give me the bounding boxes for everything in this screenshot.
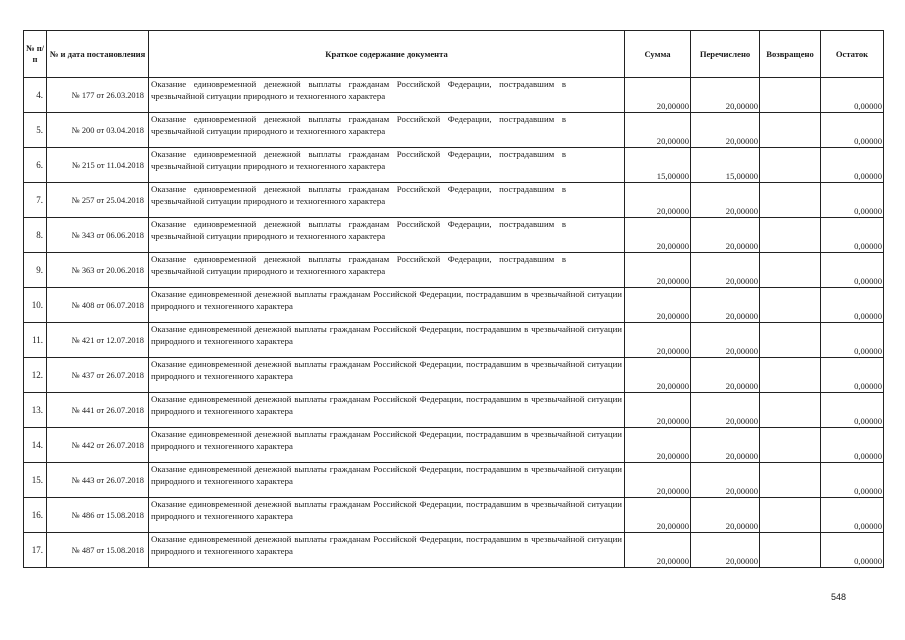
sum-cell: 20,00000	[625, 498, 691, 533]
row-number: 8.	[24, 218, 47, 253]
decree-cell: № 437 от 26.07.2018	[47, 358, 149, 393]
decree-cell: № 215 от 11.04.2018	[47, 148, 149, 183]
transferred-cell: 20,00000	[691, 358, 760, 393]
table-row	[24, 498, 884, 533]
row-number: 4.	[24, 78, 47, 113]
decree-cell: № 177 от 26.03.2018	[47, 78, 149, 113]
sum-cell: 20,00000	[625, 393, 691, 428]
returned-cell	[760, 113, 821, 148]
transferred-cell: 20,00000	[691, 533, 760, 568]
transferred-cell: 20,00000	[691, 183, 760, 218]
returned-cell	[760, 358, 821, 393]
header-returned: Возвращено	[760, 31, 821, 78]
remainder-cell: 0,00000	[821, 323, 884, 358]
remainder-cell: 0,00000	[821, 183, 884, 218]
sum-cell: 15,00000	[625, 148, 691, 183]
table-row	[24, 78, 884, 113]
content-cell: Оказание единовременной денежной выплаты гражданам Российской Федерации, пострадавшим в чрезвычайной ситуации природного и техногенного характера	[149, 393, 625, 428]
row-number: 16.	[24, 498, 47, 533]
decree-cell: № 443 от 26.07.2018	[47, 463, 149, 498]
content-cell: Оказание единовременной денежной выплаты гражданам Российской Федерации, пострадавшим в чрезвычайной ситуации природного и техногенного характера	[149, 533, 625, 568]
sum-cell: 20,00000	[625, 288, 691, 323]
sum-cell: 20,00000	[625, 533, 691, 568]
header-content: Краткое содержание документа	[149, 31, 625, 78]
sum-cell: 20,00000	[625, 323, 691, 358]
content-cell: Оказание единовременной денежной выплаты гражданам Российской Федерации, пострадавшим в чрезвычайной ситуации природного и техногенного характера	[149, 428, 625, 463]
page-number: 548	[831, 592, 847, 602]
content-cell: Оказание единовременной денежной выплаты гражданам Российской Федерации, пострадавшим в чрезвычайной ситуации природного и техногенного характера	[149, 113, 625, 148]
table-row	[24, 358, 884, 393]
content-cell: Оказание единовременной денежной выплаты гражданам Российской Федерации, пострадавшим в чрезвычайной ситуации природного и техногенного характера	[149, 78, 625, 113]
remainder-cell: 0,00000	[821, 78, 884, 113]
table-row	[24, 218, 884, 253]
remainder-cell: 0,00000	[821, 428, 884, 463]
decree-cell: № 487 от 15.08.2018	[47, 533, 149, 568]
table-row	[24, 393, 884, 428]
table-row	[24, 253, 884, 288]
transferred-cell: 20,00000	[691, 463, 760, 498]
remainder-cell: 0,00000	[821, 253, 884, 288]
returned-cell	[760, 183, 821, 218]
row-number: 10.	[24, 288, 47, 323]
table-row	[24, 183, 884, 218]
sum-cell: 20,00000	[625, 358, 691, 393]
returned-cell	[760, 498, 821, 533]
transferred-cell: 20,00000	[691, 253, 760, 288]
remainder-cell: 0,00000	[821, 533, 884, 568]
transferred-cell: 20,00000	[691, 288, 760, 323]
content-cell: Оказание единовременной денежной выплаты гражданам Российской Федерации, пострадавшим в чрезвычайной ситуации природного и техногенного характера	[149, 358, 625, 393]
transferred-cell: 20,00000	[691, 78, 760, 113]
transferred-cell: 20,00000	[691, 498, 760, 533]
table-header-row	[24, 31, 884, 78]
decree-cell: № 441 от 26.07.2018	[47, 393, 149, 428]
row-number: 14.	[24, 428, 47, 463]
decree-cell: № 363 от 20.06.2018	[47, 253, 149, 288]
header-decree: № и дата постановления	[47, 31, 149, 78]
sum-cell: 20,00000	[625, 428, 691, 463]
content-cell: Оказание единовременной денежной выплаты гражданам Российской Федерации, пострадавшим в чрезвычайной ситуации природного и техногенного характера	[149, 463, 625, 498]
row-number: 11.	[24, 323, 47, 358]
decree-cell: № 257 от 25.04.2018	[47, 183, 149, 218]
remainder-cell: 0,00000	[821, 358, 884, 393]
content-cell: Оказание единовременной денежной выплаты гражданам Российской Федерации, пострадавшим в чрезвычайной ситуации природного и техногенного характера	[149, 218, 625, 253]
content-cell: Оказание единовременной денежной выплаты гражданам Российской Федерации, пострадавшим в чрезвычайной ситуации природного и техногенного характера	[149, 148, 625, 183]
sum-cell: 20,00000	[625, 218, 691, 253]
row-number: 6.	[24, 148, 47, 183]
content-cell: Оказание единовременной денежной выплаты гражданам Российской Федерации, пострадавшим в чрезвычайной ситуации природного и техногенного характера	[149, 183, 625, 218]
content-cell: Оказание единовременной денежной выплаты гражданам Российской Федерации, пострадавшим в чрезвычайной ситуации природного и техногенного характера	[149, 253, 625, 288]
row-number: 15.	[24, 463, 47, 498]
content-cell: Оказание единовременной денежной выплаты гражданам Российской Федерации, пострадавшим в чрезвычайной ситуации природного и техногенного характера	[149, 288, 625, 323]
decree-cell: № 200 от 03.04.2018	[47, 113, 149, 148]
returned-cell	[760, 323, 821, 358]
header-sum: Сумма	[625, 31, 691, 78]
returned-cell	[760, 288, 821, 323]
sum-cell: 20,00000	[625, 463, 691, 498]
content-cell: Оказание единовременной денежной выплаты гражданам Российской Федерации, пострадавшим в чрезвычайной ситуации природного и техногенного характера	[149, 323, 625, 358]
sum-cell: 20,00000	[625, 78, 691, 113]
returned-cell	[760, 78, 821, 113]
sum-cell: 20,00000	[625, 253, 691, 288]
header-transferred: Перечислено	[691, 31, 760, 78]
table-row	[24, 323, 884, 358]
row-number: 13.	[24, 393, 47, 428]
remainder-cell: 0,00000	[821, 463, 884, 498]
remainder-cell: 0,00000	[821, 498, 884, 533]
returned-cell	[760, 428, 821, 463]
returned-cell	[760, 148, 821, 183]
transferred-cell: 20,00000	[691, 428, 760, 463]
decree-cell: № 408 от 06.07.2018	[47, 288, 149, 323]
table-row	[24, 113, 884, 148]
content-cell: Оказание единовременной денежной выплаты гражданам Российской Федерации, пострадавшим в чрезвычайной ситуации природного и техногенного характера	[149, 498, 625, 533]
sum-cell: 20,00000	[625, 183, 691, 218]
table-row	[24, 463, 884, 498]
header-num: № п/п	[24, 31, 47, 78]
decree-cell: № 421 от 12.07.2018	[47, 323, 149, 358]
transferred-cell: 20,00000	[691, 113, 760, 148]
remainder-cell: 0,00000	[821, 288, 884, 323]
row-number: 17.	[24, 533, 47, 568]
table-row	[24, 533, 884, 568]
sum-cell: 20,00000	[625, 113, 691, 148]
row-number: 12.	[24, 358, 47, 393]
returned-cell	[760, 463, 821, 498]
decree-cell: № 343 от 06.06.2018	[47, 218, 149, 253]
table-row	[24, 288, 884, 323]
returned-cell	[760, 533, 821, 568]
transferred-cell: 20,00000	[691, 393, 760, 428]
row-number: 5.	[24, 113, 47, 148]
header-remainder: Остаток	[821, 31, 884, 78]
returned-cell	[760, 253, 821, 288]
row-number: 7.	[24, 183, 47, 218]
remainder-cell: 0,00000	[821, 148, 884, 183]
table-row	[24, 148, 884, 183]
remainder-cell: 0,00000	[821, 393, 884, 428]
transferred-cell: 20,00000	[691, 323, 760, 358]
returned-cell	[760, 393, 821, 428]
transferred-cell: 15,00000	[691, 148, 760, 183]
remainder-cell: 0,00000	[821, 113, 884, 148]
transferred-cell: 20,00000	[691, 218, 760, 253]
row-number: 9.	[24, 253, 47, 288]
decree-cell: № 442 от 26.07.2018	[47, 428, 149, 463]
table-row	[24, 428, 884, 463]
remainder-cell: 0,00000	[821, 218, 884, 253]
returned-cell	[760, 218, 821, 253]
payments-register-table	[23, 30, 884, 568]
decree-cell: № 486 от 15.08.2018	[47, 498, 149, 533]
